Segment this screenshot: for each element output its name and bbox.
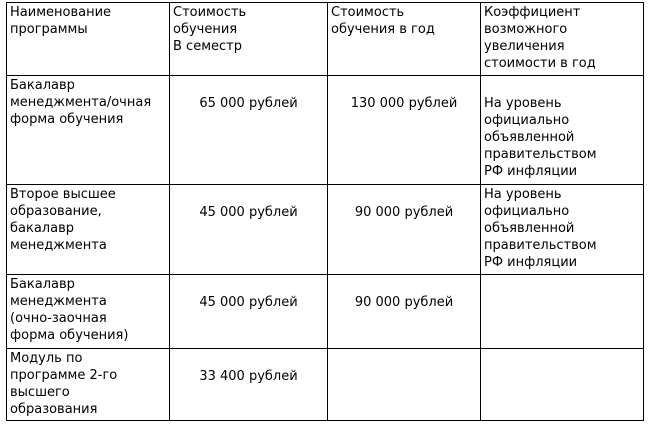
coefficient-cell bbox=[481, 275, 644, 349]
coefficient-cell: На уровень официально объявленной правительством РФ инфляции bbox=[481, 76, 644, 185]
program-cell: Бакалавр менеджмента (очно-заочная форма обучения) bbox=[7, 275, 170, 349]
coefficient-cell: На уровень официально объявленной правительством РФ инфляции bbox=[481, 185, 644, 275]
program-cell: Модуль по программе 2-го высшего образования bbox=[7, 349, 170, 421]
program-cell: Бакалавр менеджмента/очная форма обучения bbox=[7, 76, 170, 185]
semester-cost-cell: 45 000 рублей bbox=[170, 275, 328, 349]
year-cost-cell: 90 000 рублей bbox=[328, 275, 481, 349]
header-year-cost: Стоимость обучения в год bbox=[328, 3, 481, 76]
tuition-table bbox=[6, 2, 644, 421]
header-semester-cost: Стоимость обучения В семестр bbox=[170, 3, 328, 76]
semester-cost-cell: 65 000 рублей bbox=[170, 76, 328, 185]
year-cost-cell: 130 000 рублей bbox=[328, 76, 481, 185]
coefficient-cell bbox=[481, 349, 644, 421]
semester-cost-cell: 45 000 рублей bbox=[170, 185, 328, 275]
table-header-row bbox=[7, 3, 644, 76]
year-cost-cell: 90 000 рублей bbox=[328, 185, 481, 275]
year-cost-cell bbox=[328, 349, 481, 421]
table-row bbox=[7, 349, 644, 421]
header-increase-coefficient: Коэффициент возможного увеличения стоимости в год bbox=[481, 3, 644, 76]
program-cell: Второе высшее образование, бакалавр менеджмента bbox=[7, 185, 170, 275]
table-row bbox=[7, 275, 644, 349]
semester-cost-cell: 33 400 рублей bbox=[170, 349, 328, 421]
header-program: Наименование программы bbox=[7, 3, 170, 76]
table-row bbox=[7, 185, 644, 275]
table-row bbox=[7, 76, 644, 185]
